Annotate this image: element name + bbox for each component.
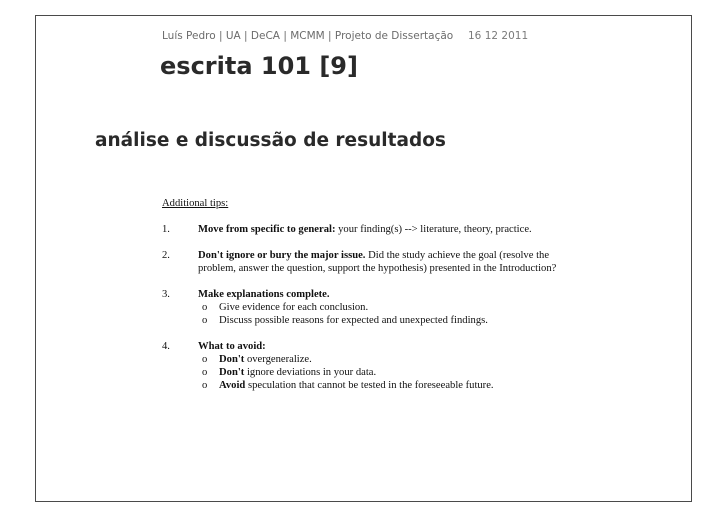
sub-bold-text: Don't: [219, 354, 245, 365]
bullet-circle-icon: o: [202, 367, 208, 378]
tip-text: your finding(s) --> literature, theory, practice.: [335, 224, 532, 235]
slide-title: escrita 101 [9]: [160, 52, 358, 80]
bullet-circle-icon: o: [202, 315, 208, 326]
tip-body: [198, 340, 582, 392]
tip-bold-text: Make explanations complete.: [198, 289, 330, 300]
tip-body: [198, 249, 582, 275]
tip-bold-text: What to avoid:: [198, 341, 266, 352]
tips-block: [162, 197, 582, 405]
tip-body: [198, 223, 582, 236]
tip-number: 1.: [162, 224, 170, 235]
sub-item: [202, 301, 582, 314]
tips-heading: Additional tips:: [162, 198, 229, 209]
sub-item: [202, 314, 582, 327]
tip-item: [162, 340, 582, 392]
bullet-circle-icon: o: [202, 302, 208, 313]
sub-text: speculation that cannot be tested in the foreseeable future.: [245, 380, 494, 391]
tip-body: [198, 288, 582, 327]
sub-text: Give evidence for each conclusion.: [219, 302, 369, 313]
sub-item: [202, 379, 582, 392]
sub-bold-text: Avoid: [219, 380, 246, 391]
tip-item: [162, 249, 582, 275]
tip-item: [162, 223, 582, 236]
sub-item: [202, 366, 582, 379]
section-title: análise e discussão de resultados: [95, 130, 446, 151]
tip-number: 2.: [162, 250, 170, 261]
sub-text: Discuss possible reasons for expected and unexpected findings.: [219, 315, 488, 326]
sub-text: overgeneralize.: [244, 354, 312, 365]
bullet-circle-icon: o: [202, 354, 208, 365]
tip-item: [162, 288, 582, 327]
tip-number: 3.: [162, 289, 170, 300]
sub-item: [202, 353, 582, 366]
sub-bold-text: Don't: [219, 367, 245, 378]
sub-text: ignore deviations in your data.: [244, 367, 377, 378]
bullet-circle-icon: o: [202, 380, 208, 391]
tip-bold-text: Don't ignore or bury the major issue.: [198, 250, 366, 261]
header-date: 16 12 2011: [468, 30, 529, 42]
tip-text: Did the study achieve the goal (resolve the problem, answer the question, support the hypothesis) presented in the Introduction?: [198, 250, 557, 274]
tip-number: 4.: [162, 341, 170, 352]
tip-bold-text: Move from specific to general:: [198, 224, 336, 235]
header-meta: Luís Pedro | UA | DeCA | MCMM | Projeto de Dissertação: [162, 30, 454, 42]
